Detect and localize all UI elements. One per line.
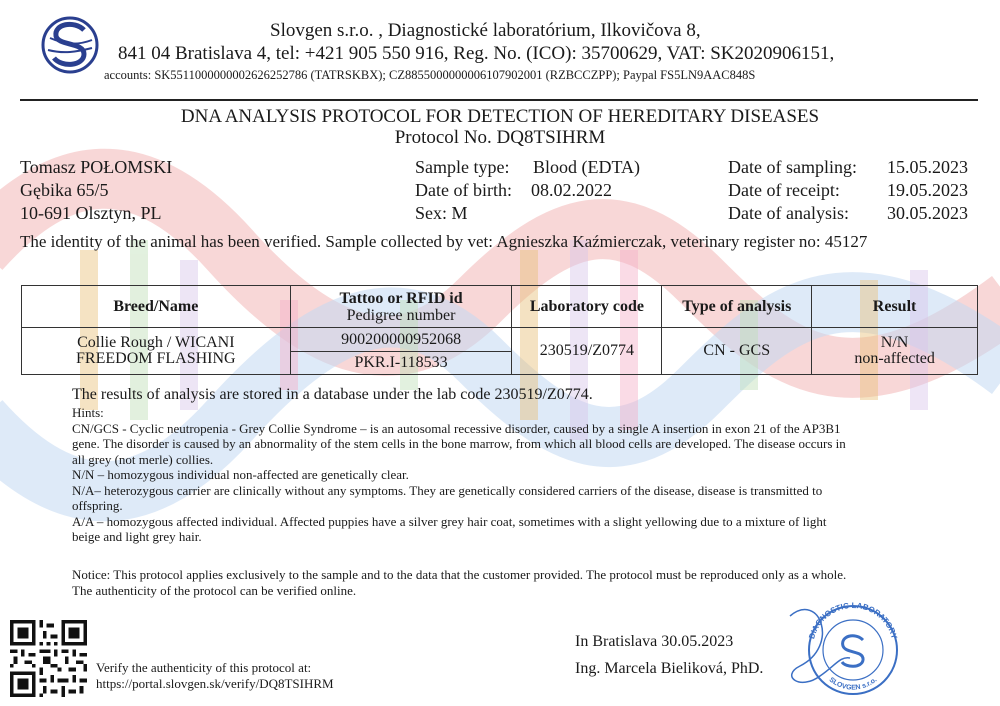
hint-aa-line1: A/A – homozygous affected individual. Affected puppies have a silver grey hair coat, sometimes with a slight yellowing due to a mixture of light <box>72 513 827 529</box>
hints-block <box>72 405 982 545</box>
cell-rfid: 900200000952068 <box>290 328 512 352</box>
seal-bottom-text: SLOVGEN s.r.o. <box>827 676 879 692</box>
hints-label: Hints: <box>72 405 104 420</box>
signature-place-date: In Bratislava 30.05.2023 <box>575 633 734 650</box>
notice-line2: The authenticity of the protocol can be verified online. <box>72 582 357 598</box>
table-header-row <box>22 286 978 328</box>
cell-breed-name <box>22 328 291 375</box>
verify-url[interactable]: https://portal.slovgen.sk/verify/DQ8TSIHRM <box>96 676 334 691</box>
result-status: non-affected <box>854 350 935 367</box>
col-header-tattoo <box>290 286 512 328</box>
cell-analysis-type: CN - GCS <box>662 328 812 375</box>
sample-type-label: Sample type: <box>415 157 510 177</box>
cell-pedigree: PKR.I-118533 <box>290 352 512 375</box>
col-header-pedigree-label: Pedigree number <box>346 306 456 324</box>
document-title: DNA ANALYSIS PROTOCOL FOR DETECTION OF HEREDITARY DISEASES <box>180 106 820 127</box>
breed-line2: FREEDOM FLASHING <box>76 350 236 367</box>
notice-block <box>72 567 982 598</box>
dob-value: 08.02.2022 <box>531 180 612 200</box>
hint-cn-line2: gene. The disorder is caused by an abnormality of the stem cells in the bone marrow, from which all blood cells are developed. The disease occurs in <box>72 436 846 451</box>
hint-aa-line2: beige and light grey hair. <box>72 529 202 544</box>
qr-code-icon[interactable] <box>10 620 87 697</box>
dob-label: Date of birth: <box>415 180 512 200</box>
seal-top-text: DIAGNOSTIC LABORATORY <box>807 600 899 640</box>
results-stored-note: The results of analysis are stored in a database under the lab code 230519/Z0774. <box>72 386 593 403</box>
table-row <box>22 328 978 352</box>
results-table <box>21 285 978 375</box>
hint-nn: N/N – homozygous individual non-affected are genetically clear. <box>72 467 409 482</box>
sample-type-value: Blood (EDTA) <box>533 157 641 177</box>
verify-label: Verify the authenticity of this protocol at: <box>96 660 312 675</box>
hint-cn-line3: all grey (not merle) collies. <box>72 451 214 467</box>
lab-accounts: accounts: SK5511000000002626252786 (TATRSKBX); CZ8855000000006107902001 (RZBCCZPP); Paypal FS5LN9AAC848S <box>104 68 756 82</box>
hint-na-line1: N/A– heterozygous carrier are clinically without any symptoms. They are genetically considered carriers of the disease, disease is transmitted to <box>72 482 823 498</box>
breed-line1: Collie Rough / WICANI <box>77 334 235 351</box>
hint-na-line2: offspring. <box>72 498 123 513</box>
col-header-result: Result <box>812 286 978 328</box>
owner-street: Gębika 65/5 <box>20 180 109 200</box>
date-sampling-value: 15.05.2023 <box>887 157 968 177</box>
lab-name-address: Slovgen s.r.o. , Diagnostické laboratórium, Ilkovičova 8, <box>270 20 701 41</box>
hint-cn-line1: CN/GCS - Cyclic neutropenia - Grey Collie Syndrome – is an autosomal recessive disorder, caused by a single A insertion in exon 21 of the AP3B1 <box>72 420 841 436</box>
col-header-tattoo-label: Tattoo or RFID id <box>339 289 463 307</box>
cell-result <box>812 328 978 375</box>
slovgen-logo-icon <box>40 14 100 76</box>
col-header-analysis-type: Type of analysis <box>662 286 812 328</box>
laboratory-seal-icon <box>780 596 920 700</box>
date-receipt-label: Date of receipt: <box>728 180 840 200</box>
lab-contact: 841 04 Bratislava 4, tel: +421 905 550 916, Reg. No. (ICO): 35700629, VAT: SK2020906151, <box>118 43 835 64</box>
col-header-breed: Breed/Name <box>22 286 291 328</box>
date-analysis-label: Date of analysis: <box>728 203 849 223</box>
owner-name: Tomasz POŁOMSKI <box>20 157 173 177</box>
date-analysis-value: 30.05.2023 <box>887 203 968 223</box>
date-receipt-value: 19.05.2023 <box>887 180 968 200</box>
col-header-lab-code: Laboratory code <box>512 286 662 328</box>
cell-lab-code: 230519/Z0774 <box>512 328 662 375</box>
signatory-name: Ing. Marcela Bieliková, PhD. <box>575 660 764 677</box>
date-sampling-label: Date of sampling: <box>728 157 857 177</box>
result-genotype: N/N <box>880 334 909 351</box>
notice-line1: Notice: This protocol applies exclusively to the sample and to the data that the customer provided. The protocol must be reproduced only as a whole. <box>72 567 847 582</box>
sex: Sex: M <box>415 203 468 223</box>
protocol-number: Protocol No. DQ8TSIHRM <box>394 127 606 148</box>
identity-statement: The identity of the animal has been verified. Sample collected by vet: Agnieszka Kaźmierczak, veterinary register no: 45127 <box>20 232 868 251</box>
verify-block <box>96 660 334 692</box>
header-divider <box>20 99 978 101</box>
owner-city: 10-691 Olsztyn, PL <box>20 203 162 223</box>
